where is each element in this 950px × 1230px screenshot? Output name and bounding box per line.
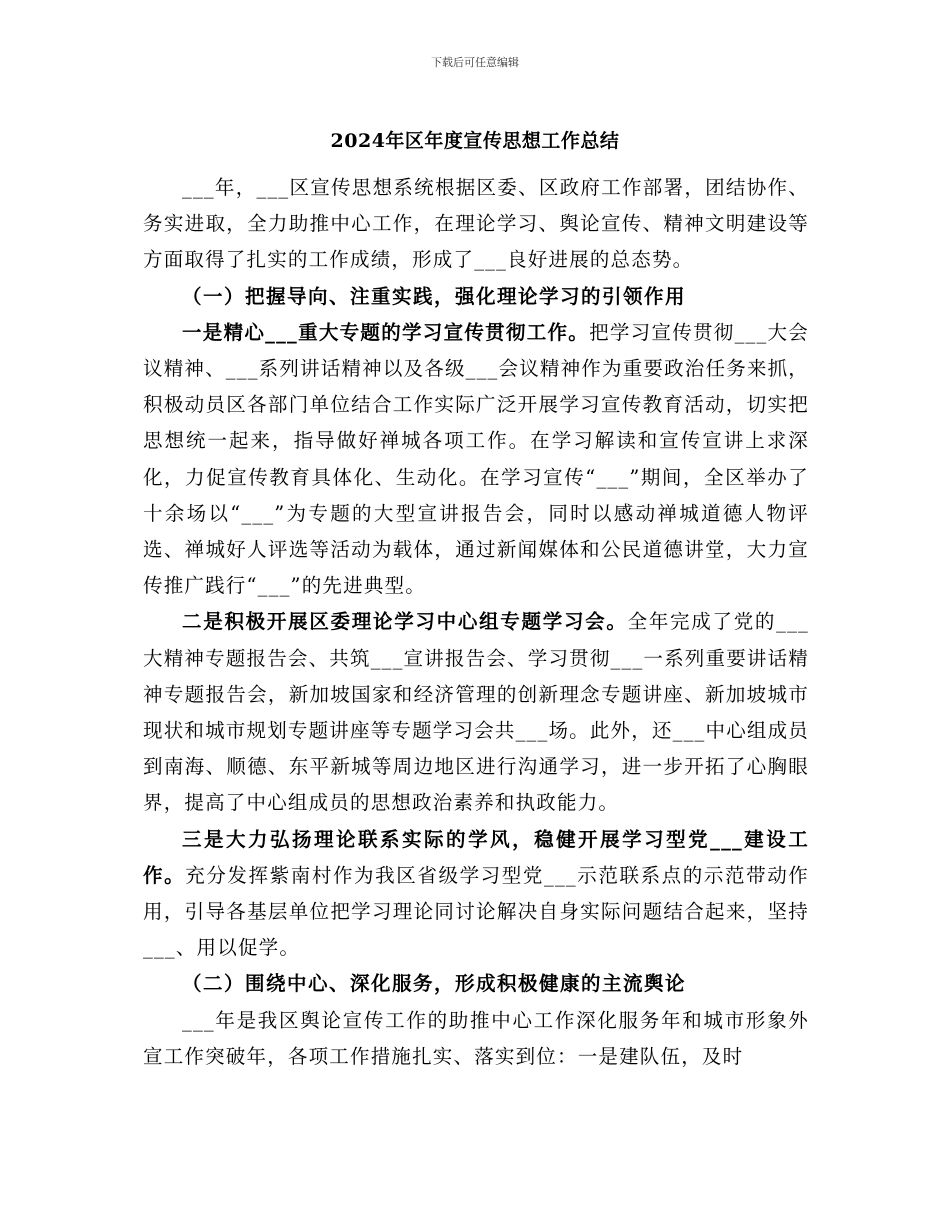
paragraph-point-1 xyxy=(143,315,809,605)
paragraph-point-2 xyxy=(143,604,809,821)
point-text: 充分发挥紫南村作为我区省级学习型党___示范联系点的示范带动作用，引导各基层单位把学习理论同讨论解决自身实际问题结合起来，坚持___、用以促学。 xyxy=(143,863,810,960)
point-lead: 一是精心___重大专题的学习宣传贯彻工作。 xyxy=(182,320,590,344)
section-heading-1: （一）把握导向、注重实践，强化理论学习的引领作用 xyxy=(182,284,687,308)
paragraph-section-2-intro: ___年是我区舆论宣传工作的助推中心工作深化服务年和城市形象外宣工作突破年，各项工作措施扎实、落实到位：一是建队伍，及时 xyxy=(143,1008,809,1068)
point-lead: 三是大力弘扬理论联系实际的学风，稳健开展学习型党___建设工作。 xyxy=(143,827,809,887)
point-text: 全年完成了党的___大精神专题报告会、共筑___宣讲报告会、学习贯彻___一系列重要讲话精神专题报告会，新加坡国家和经济管理的创新理念专题讲座、新加坡城市现状和城市规划专题讲座等专题学习会共___场。此外，还___中心组成员到南海、顺德、东平新城等周边地区进行沟通学习，进一步开拓了心胸眼界，提高了中心组成员的思想政治素养和执政能力。 xyxy=(143,610,810,815)
page-header-note: 下载后可任意编辑 xyxy=(431,56,519,69)
document-title: 2024年区年度宣传思想工作总结 xyxy=(330,130,620,152)
section-heading-2: （二）围绕中心、深化服务，形成积极健康的主流舆论 xyxy=(182,972,687,996)
point-lead: 二是积极开展区委理论学习中心组专题学习会。 xyxy=(182,610,628,634)
point-text: 把学习宣传贯彻___大会议精神、___系列讲话精神以及各级___会议精神作为重要政治任务来抓，积极动员区各部门单位结合工作实际广泛开展学习宣传教育活动，切实把思想统一起来，指导做好禅城各项工作。在学习解读和宣传宣讲上求深化，力促宣传教育具体化、生动化。在学习宣传“___”期间，全区举办了十余场以“___”为专题的大型宣讲报告会，同时以感动禅城道德人物评选、禅城好人评选等活动为载体，通过新闻媒体和公民道德讲堂，大力宣传推广践行“___”的先进典型。 xyxy=(143,320,810,598)
paragraph-point-3 xyxy=(143,822,809,967)
intro-paragraph: ___年，___区宣传思想系统根据区委、区政府工作部署，团结协作、务实进取，全力助推中心工作，在理论学习、舆论宣传、精神文明建设等方面取得了扎实的工作成绩，形成了___良好进展的总态势。 xyxy=(143,176,809,272)
document-body xyxy=(143,170,809,1075)
